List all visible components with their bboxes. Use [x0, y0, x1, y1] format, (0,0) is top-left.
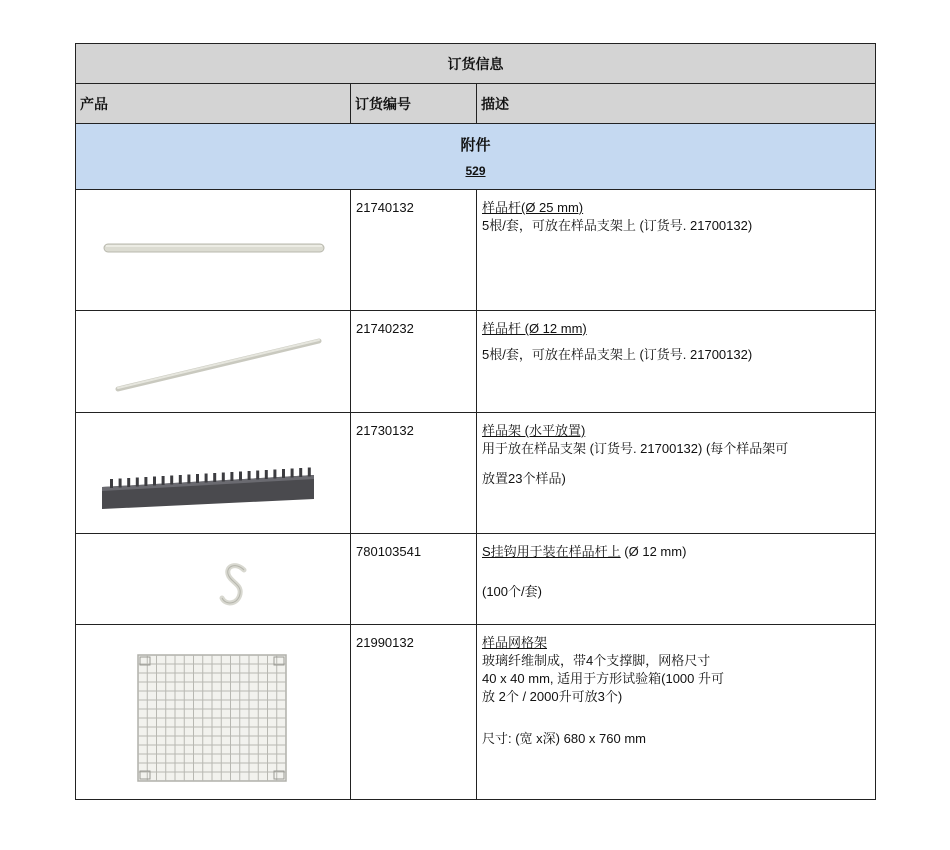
- item-name: 样品架 (水平放置): [482, 423, 586, 438]
- item-name: S挂钩用于装在样品杆上: [482, 544, 621, 559]
- section-page-link[interactable]: 529: [465, 164, 486, 178]
- order-no-cell: 21740132: [351, 190, 477, 310]
- order-no-cell: 780103541: [351, 534, 477, 624]
- section-title: 附件: [460, 137, 491, 154]
- item-desc: (100个/套): [482, 584, 542, 599]
- table-row: [76, 413, 875, 534]
- product-cell: [76, 625, 351, 799]
- table-row: [76, 190, 875, 311]
- item-desc: 用于放在样品支架 (订货号. 21700132) (每个样品架可: [482, 441, 789, 456]
- table-title: 订货信息: [447, 55, 504, 72]
- item-desc: 40 x 40 mm, 适用于方形试验箱(1000 升可: [482, 671, 724, 686]
- header-order-no: 订货编号: [351, 84, 477, 123]
- table-title-row: [76, 44, 875, 84]
- description-cell: [477, 413, 875, 533]
- product-cell: [76, 311, 351, 412]
- description-cell: [477, 190, 875, 310]
- table-row: [76, 534, 875, 625]
- table-row: [76, 625, 875, 799]
- sample-rod-12mm-image: [76, 311, 351, 413]
- header-product: 产品: [76, 84, 351, 123]
- item-desc: 玻璃纤维制成，带4个支撑脚，网格尺寸: [482, 653, 711, 668]
- description-cell: [477, 625, 875, 799]
- s-hook-image: [76, 534, 351, 625]
- product-cell: [76, 190, 351, 310]
- order-no-cell: 21730132: [351, 413, 477, 533]
- item-name: 样品杆(Ø 25 mm): [482, 200, 584, 215]
- item-desc: 放 2个 / 2000升可放3个): [482, 689, 623, 704]
- item-name-suffix: (Ø 12 mm): [620, 544, 687, 559]
- grid-rack-image: [76, 625, 351, 799]
- item-desc: 5根/套，可放在样品支架上 (订货号. 21700132): [482, 218, 753, 233]
- item-desc: 尺寸: (宽 x深) 680 x 760 mm: [482, 731, 646, 746]
- item-name-line: [482, 543, 869, 561]
- table-row: [76, 311, 875, 413]
- item-name: 样品杆 (Ø 12 mm): [482, 321, 587, 336]
- table-header-row: [76, 84, 875, 124]
- description-cell: [477, 534, 875, 624]
- item-desc: 放置23个样品): [482, 471, 566, 486]
- product-cell: [76, 534, 351, 624]
- order-no-cell: 21740232: [351, 311, 477, 412]
- section-row: [76, 124, 875, 190]
- header-description: 描述: [481, 95, 509, 112]
- item-name: 样品网格架: [482, 635, 548, 650]
- item-desc: 5根/套，可放在样品支架上 (订货号. 21700132): [482, 347, 753, 362]
- order-no-cell: 21990132: [351, 625, 477, 799]
- sample-rod-25mm-image: [76, 190, 351, 311]
- sample-rack-image: [76, 413, 351, 534]
- order-info-table: [75, 43, 876, 800]
- description-cell: [477, 311, 875, 412]
- product-cell: [76, 413, 351, 533]
